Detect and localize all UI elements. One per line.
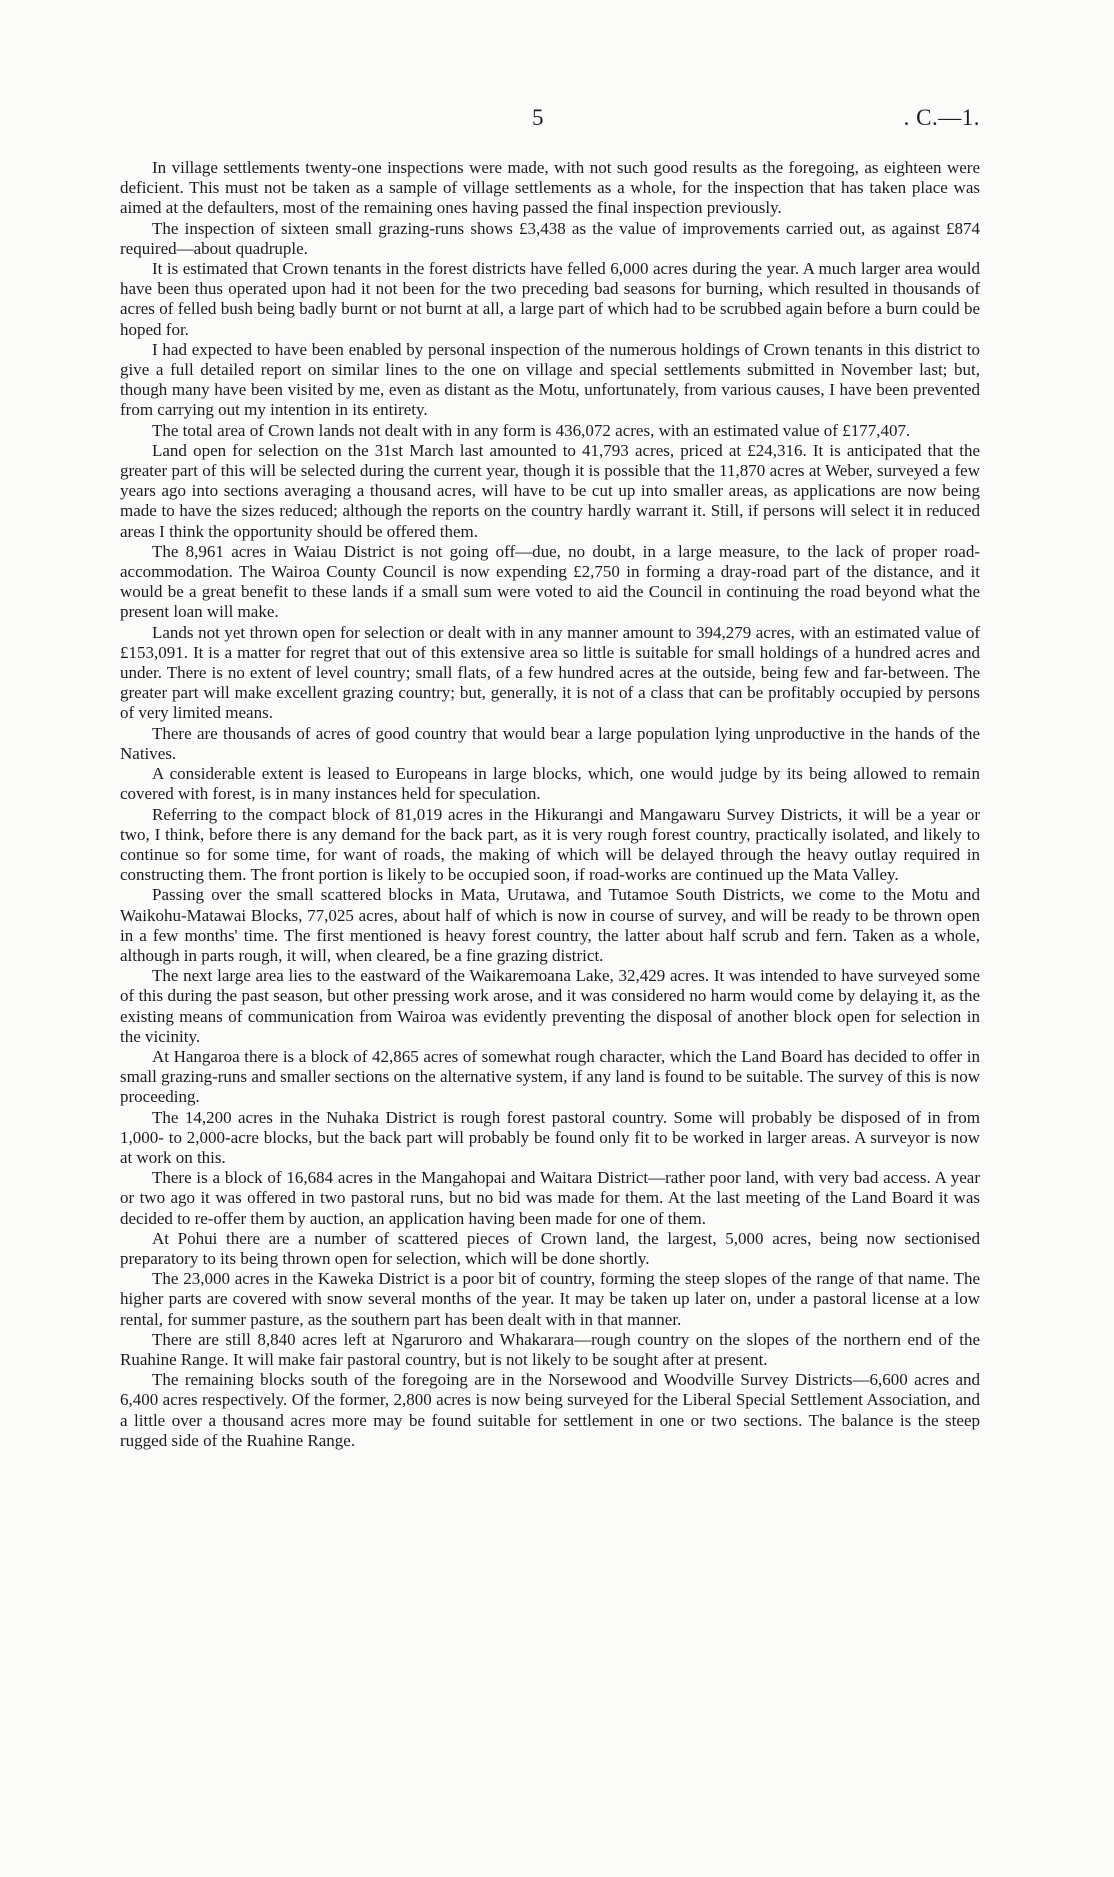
- paragraph: The 14,200 acres in the Nuhaka District is rough forest pastoral country. Some will probably be disposed of in from 1,000- to 2,000-acre blocks, but the back part will probably be found only fit to be worked in larger areas. A surveyor is now at work on this.: [120, 1107, 980, 1167]
- paragraph: A considerable extent is leased to Europeans in large blocks, which, one would judge by its being allowed to remain covered with forest, is in many instances held for speculation.: [120, 764, 980, 804]
- paragraph: At Hangaroa there is a block of 42,865 acres of somewhat rough character, which the Land Board has decided to offer in small grazing-runs and smaller sections on the alternative system, if any land is found to be suitable. The survey of this is now proceeding.: [120, 1046, 980, 1107]
- paragraph: The remaining blocks south of the foregoing are in the Norsewood and Woodville Survey Districts—6,600 acres and 6,400 acres respectively. Of the former, 2,800 acres is now being surveyed for the Liberal Special Settlement Association, and a little over a thousand acres more may be found suitable for settlement in one or two sections. The balance is the steep rugged side of the Ruahine Range.: [120, 1370, 980, 1450]
- paragraph: Referring to the compact block of 81,019 acres in the Hikurangi and Mangawaru Survey Districts, it will be a year or two, I think, before there is any demand for the back part, as it is very rough forest country, practically isolated, and likely to continue so for some time, for want of roads, the making of which will be delayed through the heavy outlay required in constructing them. The front portion is likely to be occupied soon, if road-works are continued up the Mata Valley.: [120, 804, 980, 885]
- paragraph: Lands not yet thrown open for selection or dealt with in any manner amount to 394,279 acres, with an estimated value of £153,091. It is a matter for regret that out of this extensive area so little is suitable for small holdings of a hundred acres and under. There is no extent of level country; small flats, of a few hundred acres at the outside, being few and far-between. The greater part will make excellent grazing country; but, generally, it is not of a class that can be profitably occupied by persons of very limited means.: [120, 622, 980, 723]
- paragraph: The total area of Crown lands not dealt with in any form is 436,072 acres, with an estimated value of £177,407.: [152, 420, 911, 440]
- paragraph: There are thousands of acres of good country that would bear a large population lying unproductive in the hands of the Natives.: [120, 723, 980, 763]
- page-header: [120, 104, 980, 136]
- paragraph: It is estimated that Crown tenants in the forest districts have felled 6,000 acres during the year. A much larger area would have been thus operated upon had it not been for the two preceding bad seasons for burning, which resulted in thousands of acres of felled bush being badly burnt or not burnt at all, a large part of which had to be scrubbed again before a burn could be hoped for.: [120, 259, 980, 339]
- paragraph: The 8,961 acres in Waiau District is not going off—due, no doubt, in a large measure, to the lack of proper road-accommodation. The Wairoa County Council is now expending £2,750 in forming a dray-road part of the distance, and it would be a great benefit to these lands if a small sum were voted to aid the Council in continuing the road beyond what the present loan will make.: [120, 541, 980, 622]
- paragraph: I had expected to have been enabled by personal inspection of the numerous holdings of Crown tenants in this district to give a full detailed report on similar lines to the one on village and special settlements submitted in November last; but, though many have been visited by me, even as distant as the Motu, unfortunately, from various causes, I have been prevented from carrying out my intention in its entirety.: [120, 339, 980, 420]
- body-text: [120, 158, 980, 1451]
- page-number: 5: [532, 105, 544, 130]
- paragraph: The inspection of sixteen small grazing-runs shows £3,438 as the value of improvements carried out, as against £874 required—about quadruple.: [120, 218, 980, 258]
- paragraph: Land open for selection on the 31st March last amounted to 41,793 acres, priced at £24,316. It is anticipated that the greater part of this will be selected during the current year, though it is possible that the 11,870 acres at Weber, surveyed a few years ago into sections averaging a thousand acres, will have to be cut up into smaller areas, as applications are now being made to have the sizes reduced; although the reports on the country hardly warrant it. Still, if persons will select it in reduced areas I think the opportunity should be offered them.: [120, 440, 980, 541]
- paragraph: Passing over the small scattered blocks in Mata, Urutawa, and Tutamoe South Districts, we come to the Motu and Waikohu-Matawai Blocks, 77,025 acres, about half of which is now in course of survey, and will be ready to be thrown open in a few months' time. The first mentioned is heavy forest country, the latter about half scrub and fern. Taken as a whole, although in parts rough, it will, when cleared, be a fine grazing district.: [120, 885, 980, 965]
- paragraph: There is a block of 16,684 acres in the Mangahopai and Waitara District—rather poor land, with very bad access. A year or two ago it was offered in two pastoral runs, but no bid was made for them. At the last meeting of the Land Board it was decided to re-offer them by auction, an application having been made for one of them.: [120, 1168, 980, 1228]
- document-reference: . C.—1.: [903, 105, 980, 130]
- paragraph: The 23,000 acres in the Kaweka District is a poor bit of country, forming the steep slopes of the range of that name. The higher parts are covered with snow several months of the year. It may be taken up later on, under a pastoral license at a low rental, for summer pasture, as the southern part has been dealt with in that manner.: [120, 1269, 980, 1329]
- paragraph: At Pohui there are a number of scattered pieces of Crown land, the largest, 5,000 acres, being now sectionised preparatory to its being thrown open for selection, which will be done shortly.: [120, 1228, 980, 1268]
- paragraph: In village settlements twenty-one inspections were made, with not such good results as the foregoing, as eighteen were deficient. This must not be taken as a sample of village settlements as a whole, for the inspection that has taken place was aimed at the defaulters, most of the remaining ones having passed the final inspection previously.: [120, 158, 980, 218]
- paragraph: The next large area lies to the eastward of the Waikaremoana Lake, 32,429 acres. It was intended to have surveyed some of this during the past season, but other pressing work arose, and it was considered no harm would come by delaying it, as the existing means of communication from Wairoa was evidently preventing the disposal of another block open for selection in the vicinity.: [120, 966, 980, 1046]
- paragraph: There are still 8,840 acres left at Ngaruroro and Whakarara—rough country on the slopes of the northern end of the Ruahine Range. It will make fair pastoral country, but is not likely to be sought after at present.: [120, 1329, 980, 1369]
